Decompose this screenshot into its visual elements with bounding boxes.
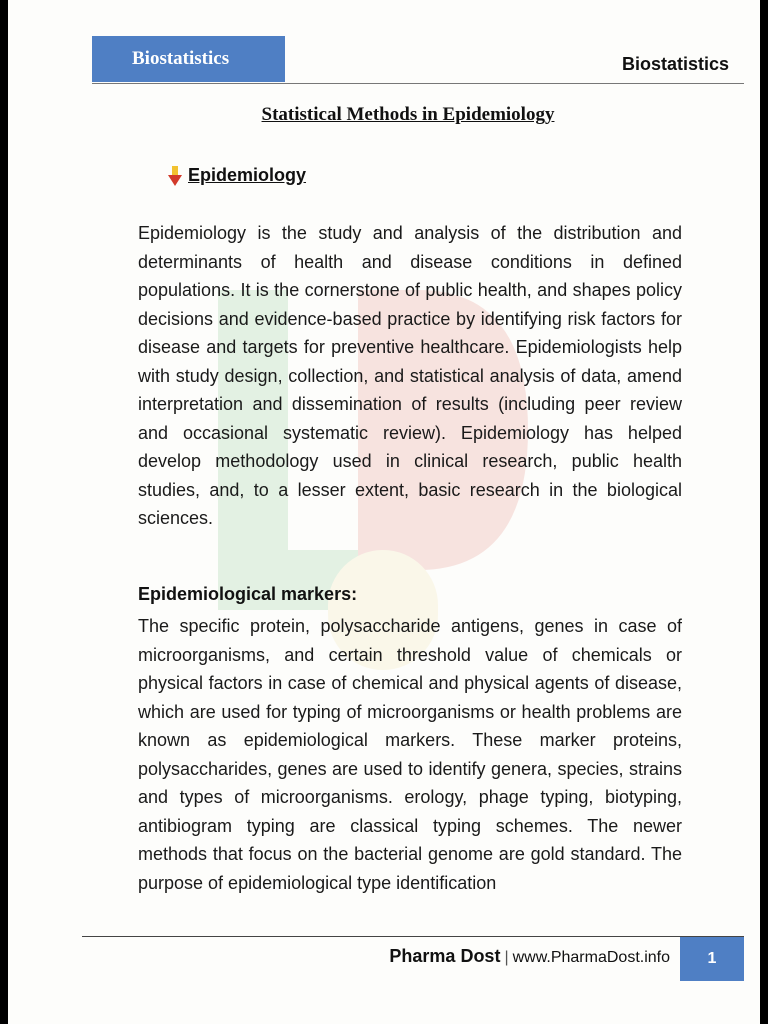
document-page	[8, 0, 760, 1024]
page-title: Statistical Methods in Epidemiology	[261, 104, 555, 125]
header-tab: Biostatistics	[92, 36, 285, 82]
down-arrow-icon	[168, 166, 182, 186]
markers-heading: Epidemiological markers:	[138, 584, 358, 604]
footer-url[interactable]: www.PharmaDost.info	[512, 949, 670, 966]
footer	[389, 946, 670, 967]
header-title: Biostatistics	[621, 54, 729, 74]
footer-divider	[82, 936, 744, 937]
page-number: 1	[680, 937, 744, 981]
section-heading-label: Epidemiology	[188, 165, 307, 185]
footer-separator: |	[504, 949, 509, 966]
footer-brand: Pharma Dost	[389, 946, 501, 966]
epidemiology-paragraph: Epidemiology is the study and analysis of the distribution and determinants of health and disease conditions in defined populations. It is the cornerstone of public health, and shapes policy decisions and evidence-based practice by identifying risk factors for disease and targets for preventive healthcare. Epidemiologists help with study design, collection, and statistical analysis of data, amend interpretation and dissemination of results (including peer review and occasional systematic review). Epidemiology has helped develop methodology used in clinical research, public health studies, and, to a lesser extent, basic research in the biological sciences.	[138, 223, 682, 528]
header-divider	[92, 83, 744, 84]
markers-paragraph: The specific protein, polysaccharide antigens, genes in case of microorganisms, and certain threshold value of chemicals or physical factors in case of chemical and physical agents of disease, which are used for typing of microorganisms or health problems are known as epidemiological markers. These marker proteins, polysaccharides, genes are used to identify genera, species, strains and types of microorganisms. erology, phage typing, biotyping, antibiogram typing are classical typing schemes. The newer methods that focus on the bacterial genome are gold standard. The purpose of epidemiological type identification	[138, 616, 682, 893]
section-heading	[168, 165, 306, 186]
